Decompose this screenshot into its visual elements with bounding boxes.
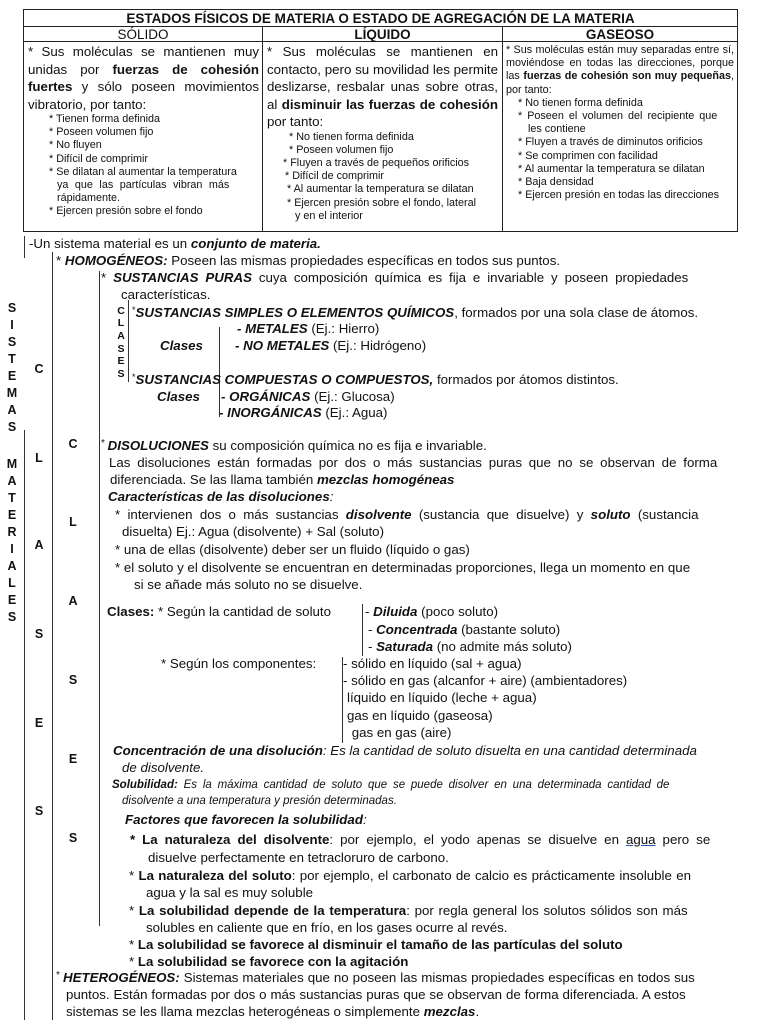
vertical-letter: I <box>10 318 14 332</box>
vertical-letter: E <box>34 716 44 730</box>
clases-cantidad-line <box>107 604 331 619</box>
vertical-letter: A <box>117 330 125 342</box>
text: (Ej.: Glucosa) <box>310 389 395 404</box>
gaseoso-list <box>506 97 734 203</box>
text: (no admite más soluto) <box>433 639 572 654</box>
header-liquido: LÍQUIDO <box>263 26 502 42</box>
bullet: * <box>129 937 138 952</box>
vertical-letter: S <box>117 368 125 380</box>
text: : por ejemplo, el yodo apenas se disuelve en <box>329 832 626 847</box>
vertical-letter: S <box>34 627 44 641</box>
bullet: * <box>129 868 139 883</box>
vertical-letter: L <box>8 576 16 590</box>
componente-item: gas en líquido (gaseosa) <box>347 708 493 723</box>
heading: SUSTANCIAS COMPUESTAS O COMPUESTOS, <box>135 372 434 387</box>
componente-item: gas en gas (aire) <box>348 725 452 740</box>
list-item: * Ejercen presión en todas las direcciones <box>518 189 720 202</box>
text: (sustancia <box>630 507 699 522</box>
term: Concentrada <box>376 622 458 637</box>
vertical-letter: I <box>10 542 14 556</box>
heading: SUSTANCIAS PURAS <box>113 270 252 285</box>
factor-5 <box>129 954 408 969</box>
bold-text: fuerzas de cohesión son muy pequeñas <box>523 70 731 83</box>
text: (Ej.: Agua) <box>321 405 388 420</box>
puras-line-2: características. <box>121 287 211 302</box>
vertical-letter: A <box>34 538 44 552</box>
term: Diluida <box>373 604 418 619</box>
vertical-letter: S <box>7 335 17 349</box>
vertical-letter: S <box>7 301 17 315</box>
clases-label: Clases: <box>107 604 155 619</box>
column-divider <box>502 26 503 231</box>
vertical-letter: E <box>68 752 78 766</box>
text: * <box>56 253 65 268</box>
factor-1-cont: disuelve perfectamente en tetracloruro de carbono. <box>148 850 449 865</box>
text: * Sus moléculas se mantienen en contacto, pero su movilidad les permite deslizarse, resbalar unas sobre otras, al <box>267 44 498 112</box>
list-item: * Poseen el volumen del recipiente que <box>518 110 718 123</box>
vertical-letter: T <box>8 491 16 505</box>
gaseoso-cell <box>506 44 734 202</box>
caracteristicas-title <box>108 489 333 504</box>
list-item: * Ejercen presión sobre el fondo, lateral <box>287 196 477 209</box>
metales-line <box>237 321 379 336</box>
bracket-line <box>24 430 25 1020</box>
segun-componentes: * Según los componentes: <box>161 656 317 671</box>
liquido-cell <box>267 43 498 223</box>
vertical-letter: M <box>6 457 18 471</box>
term: - INORGÁNICAS <box>219 405 322 420</box>
text: pero se <box>655 832 711 847</box>
vertical-letter: C <box>68 437 78 451</box>
definition: Es la máxima cantidad de soluto que se puede disolver en una determinada cantidad de <box>177 779 670 791</box>
heading: HOMOGÉNEOS: <box>64 253 168 268</box>
factor-2 <box>129 868 691 883</box>
list-item: * Fluyen a través de pequeños orificios <box>283 156 470 169</box>
list-item: rápidamente. <box>57 192 121 205</box>
clases-label: Clases <box>160 338 203 353</box>
text: * Sus moléculas están muy separadas entre sí, moviéndose en todas las direcciones, porque las <box>506 44 734 83</box>
componente-item: líquido en líquido (leche + agua) <box>347 690 537 705</box>
text: * intervienen dos o más sustancias <box>115 507 346 522</box>
text: Poseen las mismas propiedades específicas en todos sus puntos. <box>167 253 561 268</box>
text: (bastante soluto) <box>457 622 561 637</box>
factor-4 <box>129 937 623 952</box>
header-solido: SÓLIDO <box>24 26 262 42</box>
factores-title <box>125 812 367 827</box>
disoluciones-text-2 <box>110 472 454 487</box>
vertical-letter: A <box>68 594 78 608</box>
states-of-matter-table <box>23 9 738 232</box>
vertical-letter: A <box>7 474 17 488</box>
bullet: * <box>129 954 138 969</box>
list-item: * No tienen forma definida <box>289 130 414 143</box>
text: por tanto: <box>267 114 324 129</box>
gaseoso-intro <box>506 44 734 97</box>
text: diferenciada. Se las llama también <box>110 472 317 487</box>
bullet: * <box>129 903 139 918</box>
disoluciones-text: Las disoluciones están formadas por dos o más sustancias puras que no se observan de forma <box>109 455 718 470</box>
asterisk: * <box>101 438 108 449</box>
table-title: ESTADOS FÍSICOS DE MATERIA O ESTADO DE AGREGACIÓN DE LA MATERIA <box>24 10 737 27</box>
caracteristica-1 <box>115 507 698 522</box>
caracteristica-3-cont: si se añade más soluto no se disuelve. <box>134 577 363 592</box>
list-item: * Baja densidad <box>518 176 594 189</box>
text: su composición química no es fija e invariable. <box>208 438 487 453</box>
cantidad-item: - Saturada (no admite más soluto) <box>368 639 572 654</box>
solido-list <box>28 113 259 219</box>
factor-title: La solubilidad depende de la temperatura <box>138 903 407 918</box>
text: y sólo poseen movimientos vibratorio, por tanto: <box>28 79 259 112</box>
bracket-line <box>128 300 129 382</box>
solubilidad-line-2: disolvente a una temperatura y presión determinadas. <box>122 795 397 807</box>
text: (Ej.: Hidrógeno) <box>329 338 427 353</box>
list-item: les contiene <box>528 123 586 136</box>
list-item: * No tienen forma definida <box>518 96 643 109</box>
caracteristica-3: * el soluto y el disolvente se encuentran en determinadas proporciones, llega un momento en que <box>115 560 691 575</box>
list-item: * Ejercen presión sobre el fondo <box>49 205 203 218</box>
factor-title: La naturaleza del disolvente <box>142 832 330 847</box>
vertical-letter: S <box>7 610 17 624</box>
vertical-letter: C <box>34 362 44 376</box>
emphasis: mezclas homogéneas <box>316 472 455 487</box>
term: - METALES <box>237 321 308 336</box>
emphasis: mezclas <box>423 1004 476 1019</box>
list-item: ya que las partículas vibran más <box>57 179 230 192</box>
text: formados por átomos distintos. <box>433 372 619 387</box>
list-item: * Al aumentar la temperatura se dilatan <box>518 162 705 175</box>
bracket-line <box>99 271 100 926</box>
text: * Sus moléculas se mantienen muy unidas por <box>28 44 259 77</box>
vertical-letter: C <box>117 305 125 317</box>
liquido-list <box>267 131 498 223</box>
list-item: * Fluyen a través de diminutos orificios <box>518 136 703 149</box>
factor-title: La naturaleza del soluto <box>138 868 292 883</box>
vertical-letter: E <box>117 355 125 367</box>
factor-1 <box>130 832 710 847</box>
header-gaseoso: GASEOSO <box>503 26 737 42</box>
list-item: * Se dilatan al aumentar la temperatura <box>49 165 237 178</box>
term: - NO METALES <box>235 338 330 353</box>
solubilidad-line <box>112 779 669 791</box>
intro-line <box>29 236 321 251</box>
text: sistemas se les llama mezclas heterogéneas o simplemente <box>66 1004 424 1019</box>
list-item: y en el interior <box>295 209 363 222</box>
heading: Factores que favorecen la solubilidad <box>125 812 363 827</box>
term: Saturada <box>376 639 434 654</box>
list-item: * Al aumentar la temperatura se dilatan <box>287 183 474 196</box>
text: , por tanto: <box>506 70 734 96</box>
vertical-letter: R <box>7 525 17 539</box>
emphasis: conjunto de materia. <box>190 236 321 251</box>
list-item: * Poseen volumen fijo <box>289 143 394 156</box>
factor-title: La solubilidad se favorece con la agitación <box>137 954 409 969</box>
asterisk: * <box>132 372 136 382</box>
list-item: * No fluyen <box>49 139 102 152</box>
bracket-line <box>362 604 363 656</box>
text: : por ejemplo, el carbonato de calcio es prácticamente insoluble en <box>291 868 691 883</box>
caracteristica-2: * una de ellas (disolvente) deber ser un fluido (líquido o gas) <box>115 542 470 557</box>
compuestas-line <box>132 372 619 387</box>
cantidad-item: - Concentrada (bastante soluto) <box>368 622 561 637</box>
vertical-letter: T <box>8 352 16 366</box>
vertical-letter: M <box>6 386 18 400</box>
list-item: * Tienen forma definida <box>49 113 161 125</box>
factor-3-cont: solubles en caliente que en frío, en los gases ocurre al revés. <box>146 920 508 935</box>
factor-3 <box>129 903 688 918</box>
text: (Ej.: Hierro) <box>307 321 380 336</box>
text: (poco soluto) <box>417 604 499 619</box>
concentracion-line-2: de disolvente. <box>122 760 205 775</box>
text: * <box>101 270 114 285</box>
simples-line <box>132 305 698 320</box>
text: (sustancia que disuelve) y <box>411 507 591 522</box>
componente-item: - sólido en líquido (sal + agua) <box>343 656 522 671</box>
list-item: * Se comprimen con facilidad <box>518 149 658 162</box>
term: soluto <box>590 507 631 522</box>
heading: Concentración de una disolución <box>113 743 323 758</box>
asterisk: * <box>132 305 136 315</box>
list-item: * Difícil de comprimir <box>49 152 148 165</box>
homogeneos-line <box>56 253 560 268</box>
vertical-letter: S <box>117 343 125 355</box>
vertical-letter: S <box>68 831 78 845</box>
definition: : Es la cantidad de soluto disuelta en una cantidad determinada <box>322 743 697 758</box>
heterogeneos-line <box>56 970 695 985</box>
vertical-letter: E <box>7 369 17 383</box>
vertical-letter: L <box>117 317 125 329</box>
vertical-letter: S <box>34 804 44 818</box>
vertical-letter: L <box>35 451 43 465</box>
bracket-line <box>52 252 53 1020</box>
bold-text: fuerzas de cohesión fuertes <box>28 61 259 94</box>
vertical-letter: E <box>7 508 17 522</box>
column-divider <box>262 26 263 231</box>
bracket-line <box>24 236 25 258</box>
text: cuya composición química es fija e invariable y poseen propiedades <box>251 270 689 285</box>
vertical-letter: A <box>7 559 17 573</box>
vertical-letter: E <box>7 593 17 607</box>
list-item: * Difícil de comprimir <box>285 170 384 183</box>
heading: SUSTANCIAS SIMPLES O ELEMENTOS QUÍMICOS <box>135 305 455 320</box>
solido-cell <box>28 43 259 219</box>
asterisk: * <box>56 970 63 981</box>
vertical-letter: S <box>7 420 17 434</box>
heterogeneos-line-3 <box>66 1004 479 1019</box>
liquido-intro <box>267 43 498 131</box>
puras-line <box>101 270 688 285</box>
heading: Características de las disoluciones <box>108 489 330 504</box>
heading: HETEROGÉNEOS: <box>62 970 180 985</box>
text: : <box>362 812 367 827</box>
vertical-letter: S <box>68 673 78 687</box>
inorganicas-line <box>219 405 387 420</box>
clases-label: Clases <box>157 389 200 404</box>
vertical-letter: A <box>7 403 17 417</box>
text: agua <box>625 832 656 847</box>
list-item: * Poseen volumen fijo <box>49 126 154 139</box>
organicas-line <box>221 389 395 404</box>
text: * Según la cantidad de soluto <box>158 604 332 619</box>
cantidad-item: - Diluida (poco soluto) <box>365 604 499 619</box>
text: -Un sistema material es un <box>29 236 191 251</box>
bullet: * <box>130 832 143 847</box>
term: disolvente <box>345 507 412 522</box>
bold-text: disminuir las fuerzas de cohesión <box>281 96 498 112</box>
disoluciones-line <box>101 438 487 453</box>
heading: DISOLUCIONES <box>107 438 209 453</box>
text: . <box>475 1004 480 1019</box>
text: : por regla general los solutos sólidos son más <box>406 903 688 918</box>
componente-item: - sólido en gas (alcanfor + aire) (ambientadores) <box>343 673 628 688</box>
factor-title: La solubilidad se favorece al disminuir el tamaño de las partículas del soluto <box>137 937 623 952</box>
text: : <box>329 489 334 504</box>
concentracion-line <box>113 743 697 758</box>
vertical-letter: L <box>69 515 77 529</box>
term: - ORGÁNICAS <box>221 389 311 404</box>
no-metales-line <box>235 338 426 353</box>
text: , formados por una sola clase de átomos. <box>454 305 699 320</box>
heterogeneos-line-2: puntos. Están formadas por dos o más sustancias puras que se observan de forma diferenciada. A estos <box>66 987 686 1002</box>
solido-intro <box>28 43 259 113</box>
text: Sistemas materiales que no poseen las mismas propiedades específicas en todos sus <box>179 970 695 985</box>
factor-2-cont: agua y la sal es muy soluble <box>146 885 314 900</box>
heading: Solubilidad: <box>112 779 178 791</box>
caracteristica-1-cont: disuelta) Ej.: Agua (disolvente) + Sal (soluto) <box>122 524 385 539</box>
